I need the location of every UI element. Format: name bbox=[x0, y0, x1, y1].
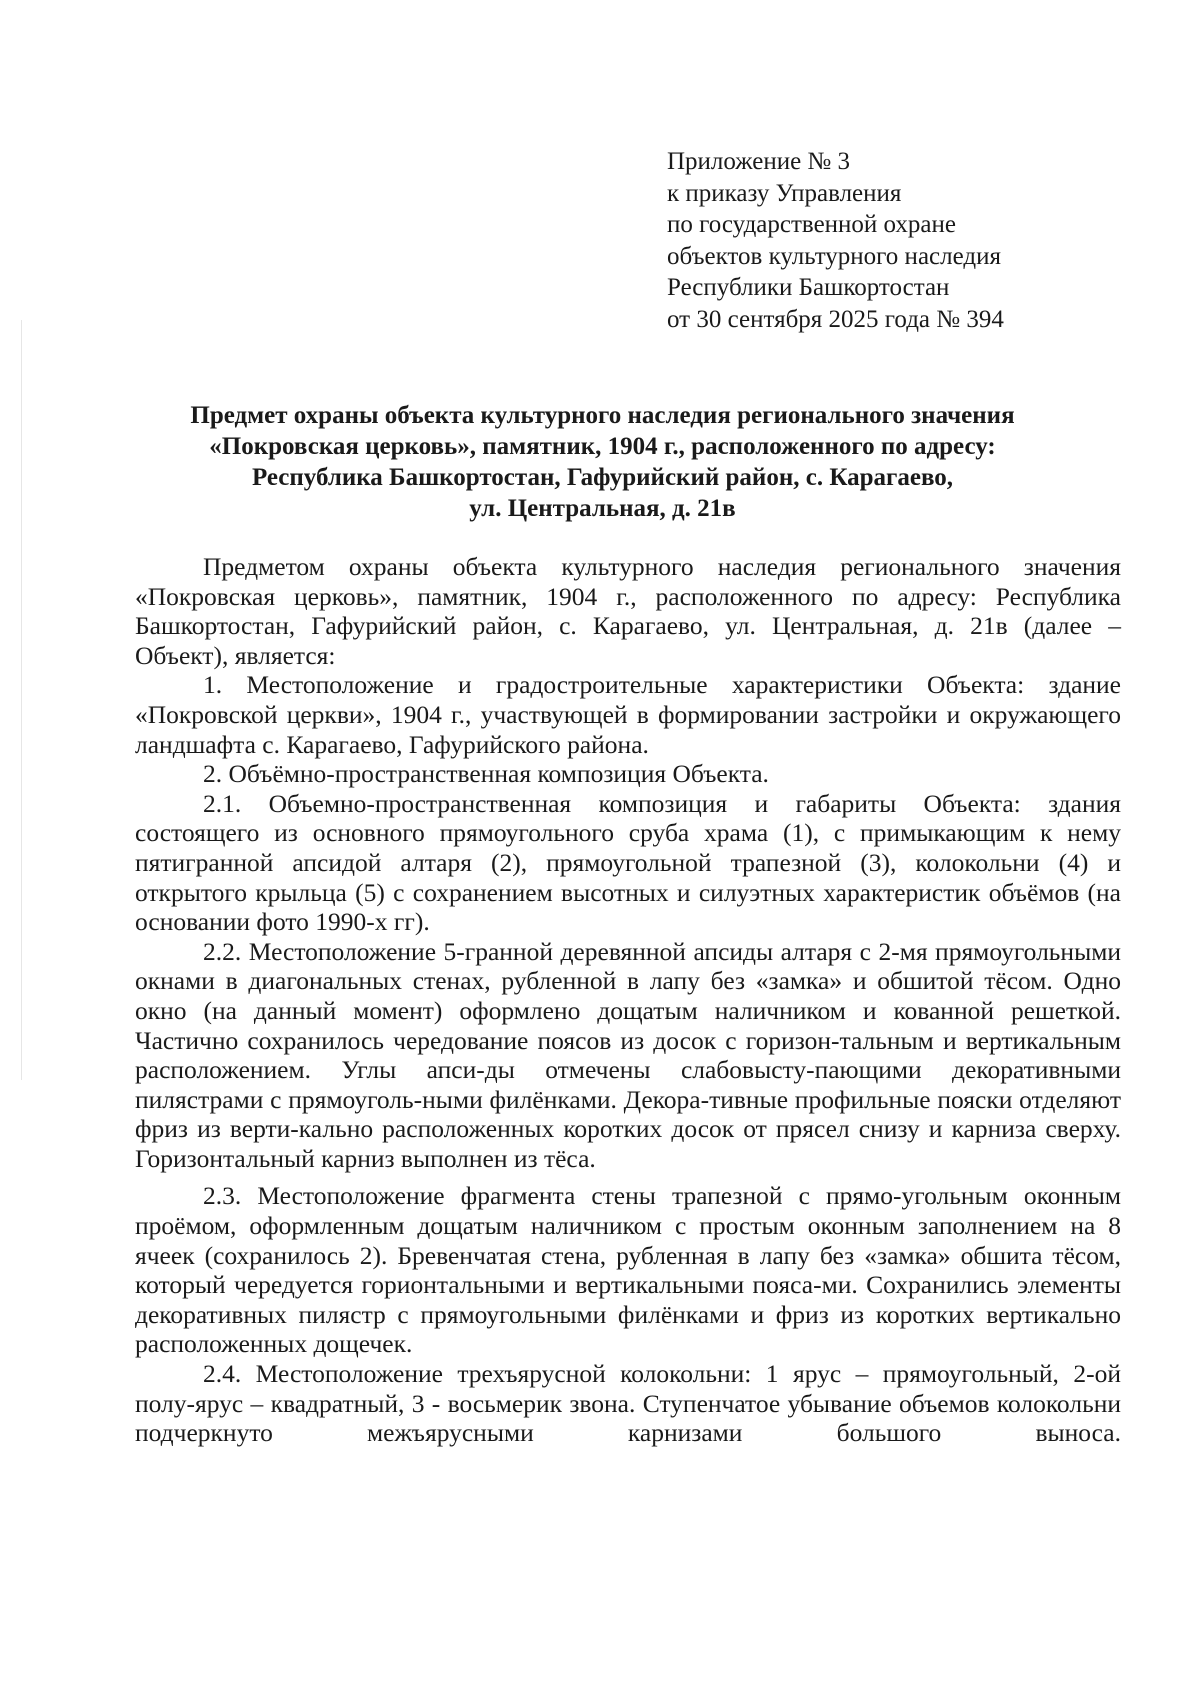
appendix-header bbox=[667, 146, 1147, 336]
paragraph-item-2-3: 2.3. Местоположение фрагмента стены трапезной с прямо-угольным оконным проёмом, оформленным дощатым наличником с простым оконным заполнением на 8 ячеек (сохранилось 2). Бревенчатая стена, рубленная в лапу без «замка» обшита тёсом, который чередуется горионтальными и вертикальными пояса-ми. Сохранились элементы декоративных пилястр с прямоугольными филёнками и фриз из коротких вертикально расположенных дощечек. bbox=[135, 1181, 1121, 1359]
scan-margin-line bbox=[21, 320, 22, 1080]
title-line: Предмет охраны объекта культурного наследия регионального значения bbox=[190, 402, 1015, 429]
paragraph-item-2-1: 2.1. Объемно-пространственная композиция и габариты Объекта: здания состоящего из основного прямоугольного сруба храма (1), с примыкающим к нему пятигранной апсидой алтаря (2), прямоугольной трапезной (3), колокольни (4) и открытого крыльца (5) с сохранением высотных и силуэтных характеристик объёмов (на основании фото 1990-х гг). bbox=[135, 788, 1121, 937]
appendix-authority-line2: объектов культурного наследия bbox=[667, 242, 1001, 270]
paragraph-item-2: 2. Объёмно-пространственная композиция Объекта. bbox=[203, 759, 769, 789]
appendix-date-number: от 30 сентября 2025 года № 394 bbox=[667, 305, 1004, 333]
title-line: Республика Башкортостан, Гафурийский район, с. Карагаево, bbox=[251, 464, 954, 491]
intro-paragraph: Предметом охраны объекта культурного наследия регионального значения «Покровская церковь», памятник, 1904 г., расположенного по адресу: Республика Башкортостан, Гафурийский район, с. Карагаево, ул. Центральная, д. 21в (далее – Объект), является: bbox=[135, 552, 1121, 670]
appendix-order-ref: к приказу Управления bbox=[667, 179, 902, 207]
document-title bbox=[130, 400, 1075, 524]
paragraph-item-1: 1. Местоположение и градостроительные характеристики Объекта: здание «Покровской церкви», 1904 г., участвующей в формировании застройки и окружающего ландшафта с. Карагаево, Гафурийского района. bbox=[135, 670, 1121, 759]
title-line: «Покровская церковь», памятник, 1904 г., расположенного по адресу: bbox=[209, 433, 996, 460]
paragraph-item-2-2: 2.2. Местоположение 5-гранной деревянной апсиды алтаря с 2-мя прямоугольными окнами в диагональных стенах, рубленной в лапу без «замка» и обшитой тёсом. Одно окно (на данный момент) оформлено дощатым наличником и кованной решеткой. Частично сохранилось чередование поясов из досок с горизон-тальным и вертикальным расположением. Углы апси-ды отмечены слабовысту-пающими декоративными пилястрами с прямоуголь-ными филёнками. Декора-тивные профильные пояски отделяют фриз из верти-кально расположенных коротких досок от прясел снизу и карниза сверху. Горизонтальный карниз выполнен из тёса. bbox=[135, 936, 1121, 1173]
paragraph-item-2-4: 2.4. Местоположение трехъярусной колокольни: 1 ярус – прямоугольный, 2-ой полу-ярус – квадратный, 3 - восьмерик звона. Ступенчатое убывание объемов колокольни подчеркнуто межъярусными карнизами большого выноса. bbox=[135, 1359, 1121, 1448]
appendix-authority-line1: по государственной охране bbox=[667, 211, 957, 239]
appendix-authority-line3: Республики Башкортостан bbox=[667, 274, 950, 302]
document-body bbox=[135, 552, 1121, 1448]
title-line: ул. Центральная, д. 21в bbox=[469, 495, 736, 522]
appendix-number: Приложение № 3 bbox=[667, 148, 851, 175]
